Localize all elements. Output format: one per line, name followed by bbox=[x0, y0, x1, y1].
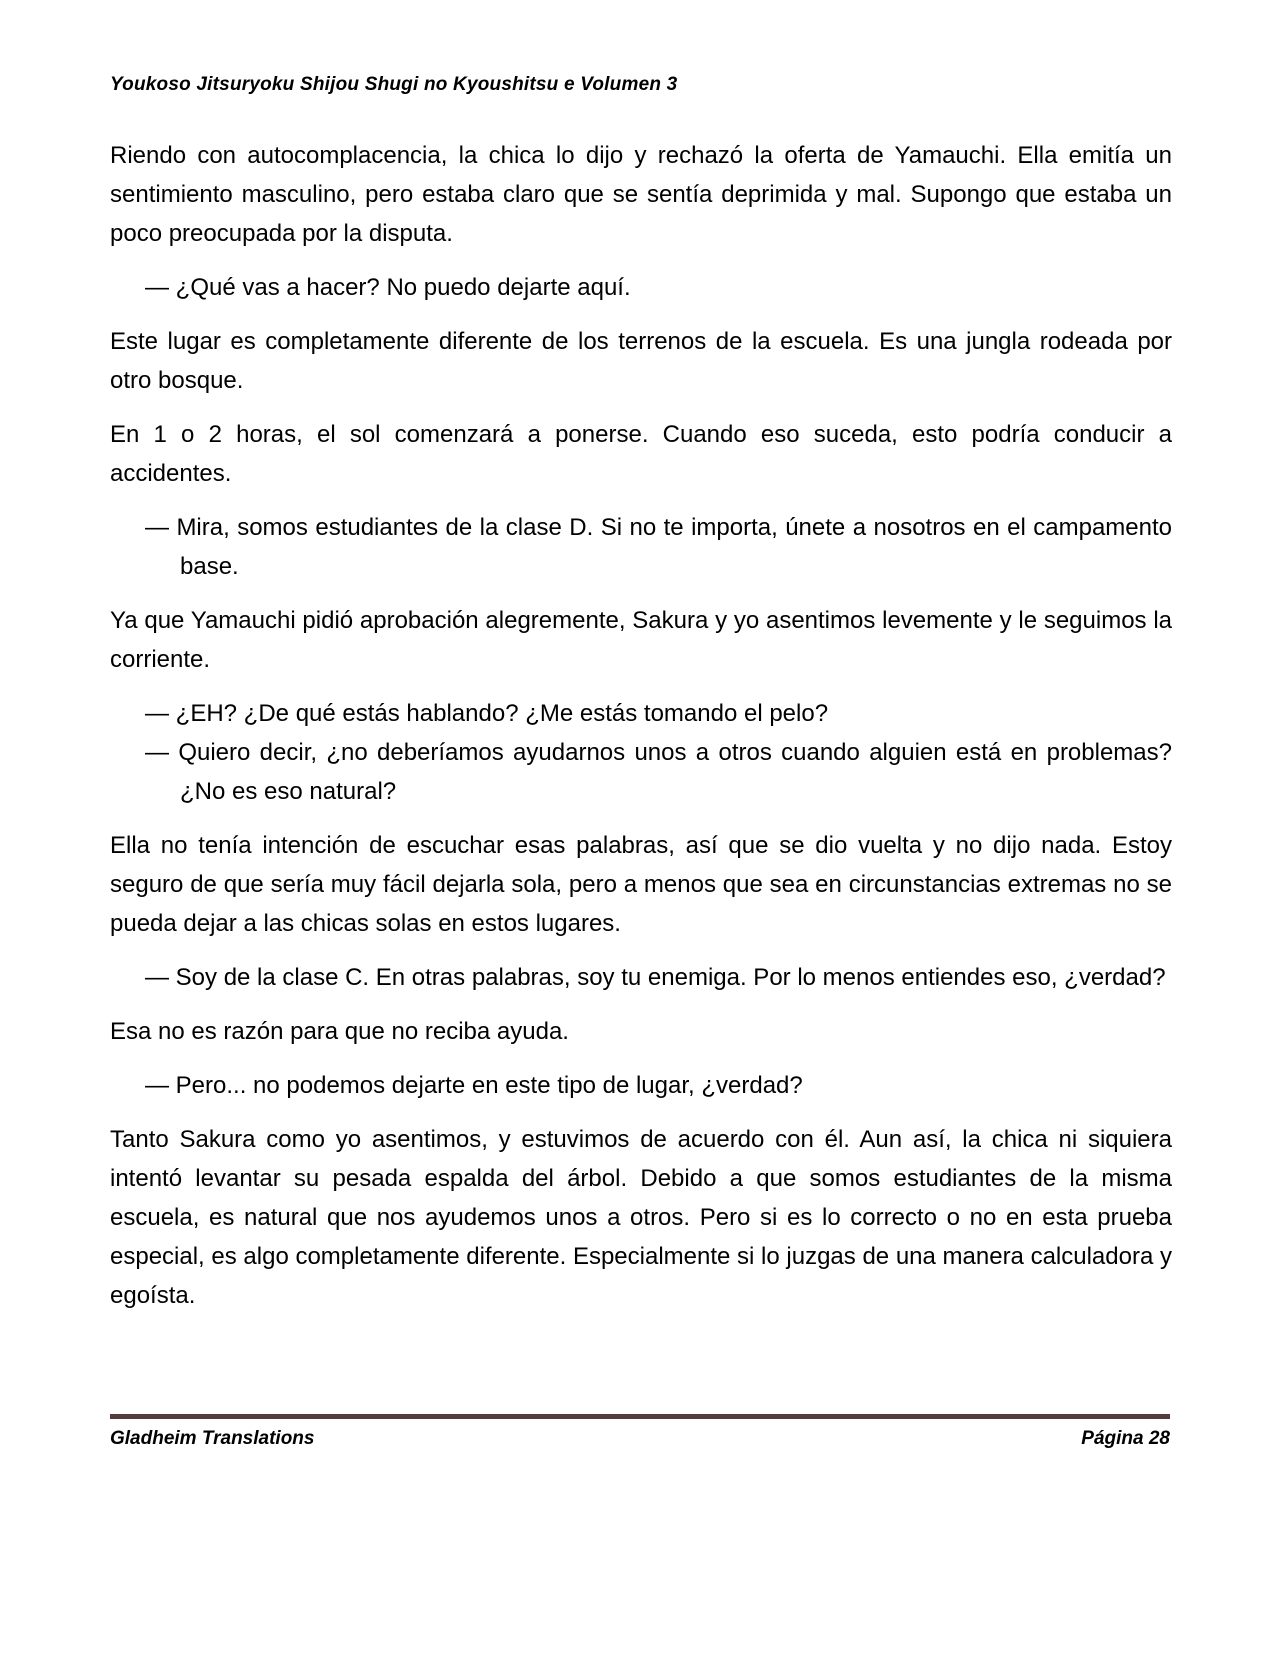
dialogue-line: — Pero... no podemos dejarte en este tipo de lugar, ¿verdad? bbox=[145, 1072, 803, 1099]
paragraph: Este lugar es completamente diferente de los terrenos de la escuela. Es una jungla rodeada por otro bosque. bbox=[110, 328, 1172, 394]
footer-translator-credit: Gladheim Translations bbox=[110, 1428, 315, 1449]
dialogue-line: — Soy de la clase C. En otras palabras, soy tu enemiga. Por lo menos entiendes eso, ¿verdad? bbox=[145, 964, 1166, 991]
paragraph: Esa no es razón para que no reciba ayuda. bbox=[110, 1018, 569, 1045]
paragraph: Riendo con autocomplacencia, la chica lo dijo y rechazó la oferta de Yamauchi. Ella emitía un sentimiento masculino, pero estaba claro que se sentía deprimida y mal. Supongo que estaba un poco preocupada por la disputa. bbox=[110, 142, 1172, 247]
page-header-title: Youkoso Jitsuryoku Shijou Shugi no Kyoushitsu e Volumen 3 bbox=[110, 74, 678, 95]
paragraph: Tanto Sakura como yo asentimos, y estuvimos de acuerdo con él. Aun así, la chica ni siquiera intentó levantar su pesada espalda del árbol. Debido a que somos estudiantes de la misma escuela, es natural que nos ayudemos unos a otros. Pero si es lo correcto o no en esta prueba especial, es algo completamente diferente. Especialmente si lo juzgas de una manera calculadora y egoísta. bbox=[110, 1126, 1172, 1309]
footer-page-number: Página 28 bbox=[1081, 1428, 1170, 1449]
paragraph: Ella no tenía intención de escuchar esas palabras, así que se dio vuelta y no dijo nada. Estoy seguro de que sería muy fácil dejarla sola, pero a menos que sea en circunstancias extremas no se pueda dejar a las chicas solas en estos lugares. bbox=[110, 832, 1172, 937]
page-footer bbox=[110, 1414, 1170, 1450]
dialogue-line: — Mira, somos estudiantes de la clase D. Si no te importa, únete a nosotros en el campamento base. bbox=[145, 514, 1172, 580]
dialogue-line: — ¿Qué vas a hacer? No puedo dejarte aquí. bbox=[145, 274, 631, 301]
footer-double-rule bbox=[110, 1414, 1170, 1419]
footer-row bbox=[110, 1428, 1170, 1450]
dialogue-line: — Quiero decir, ¿no deberíamos ayudarnos unos a otros cuando alguien está en problemas? ¿No es eso natural? bbox=[145, 739, 1172, 805]
page-body bbox=[110, 136, 1172, 1330]
dialogue-line: — ¿EH? ¿De qué estás hablando? ¿Me estás tomando el pelo? bbox=[145, 700, 829, 727]
paragraph: En 1 o 2 horas, el sol comenzará a ponerse. Cuando eso suceda, esto podría conducir a accidentes. bbox=[110, 421, 1172, 487]
paragraph: Ya que Yamauchi pidió aprobación alegremente, Sakura y yo asentimos levemente y le seguimos la corriente. bbox=[110, 607, 1172, 673]
